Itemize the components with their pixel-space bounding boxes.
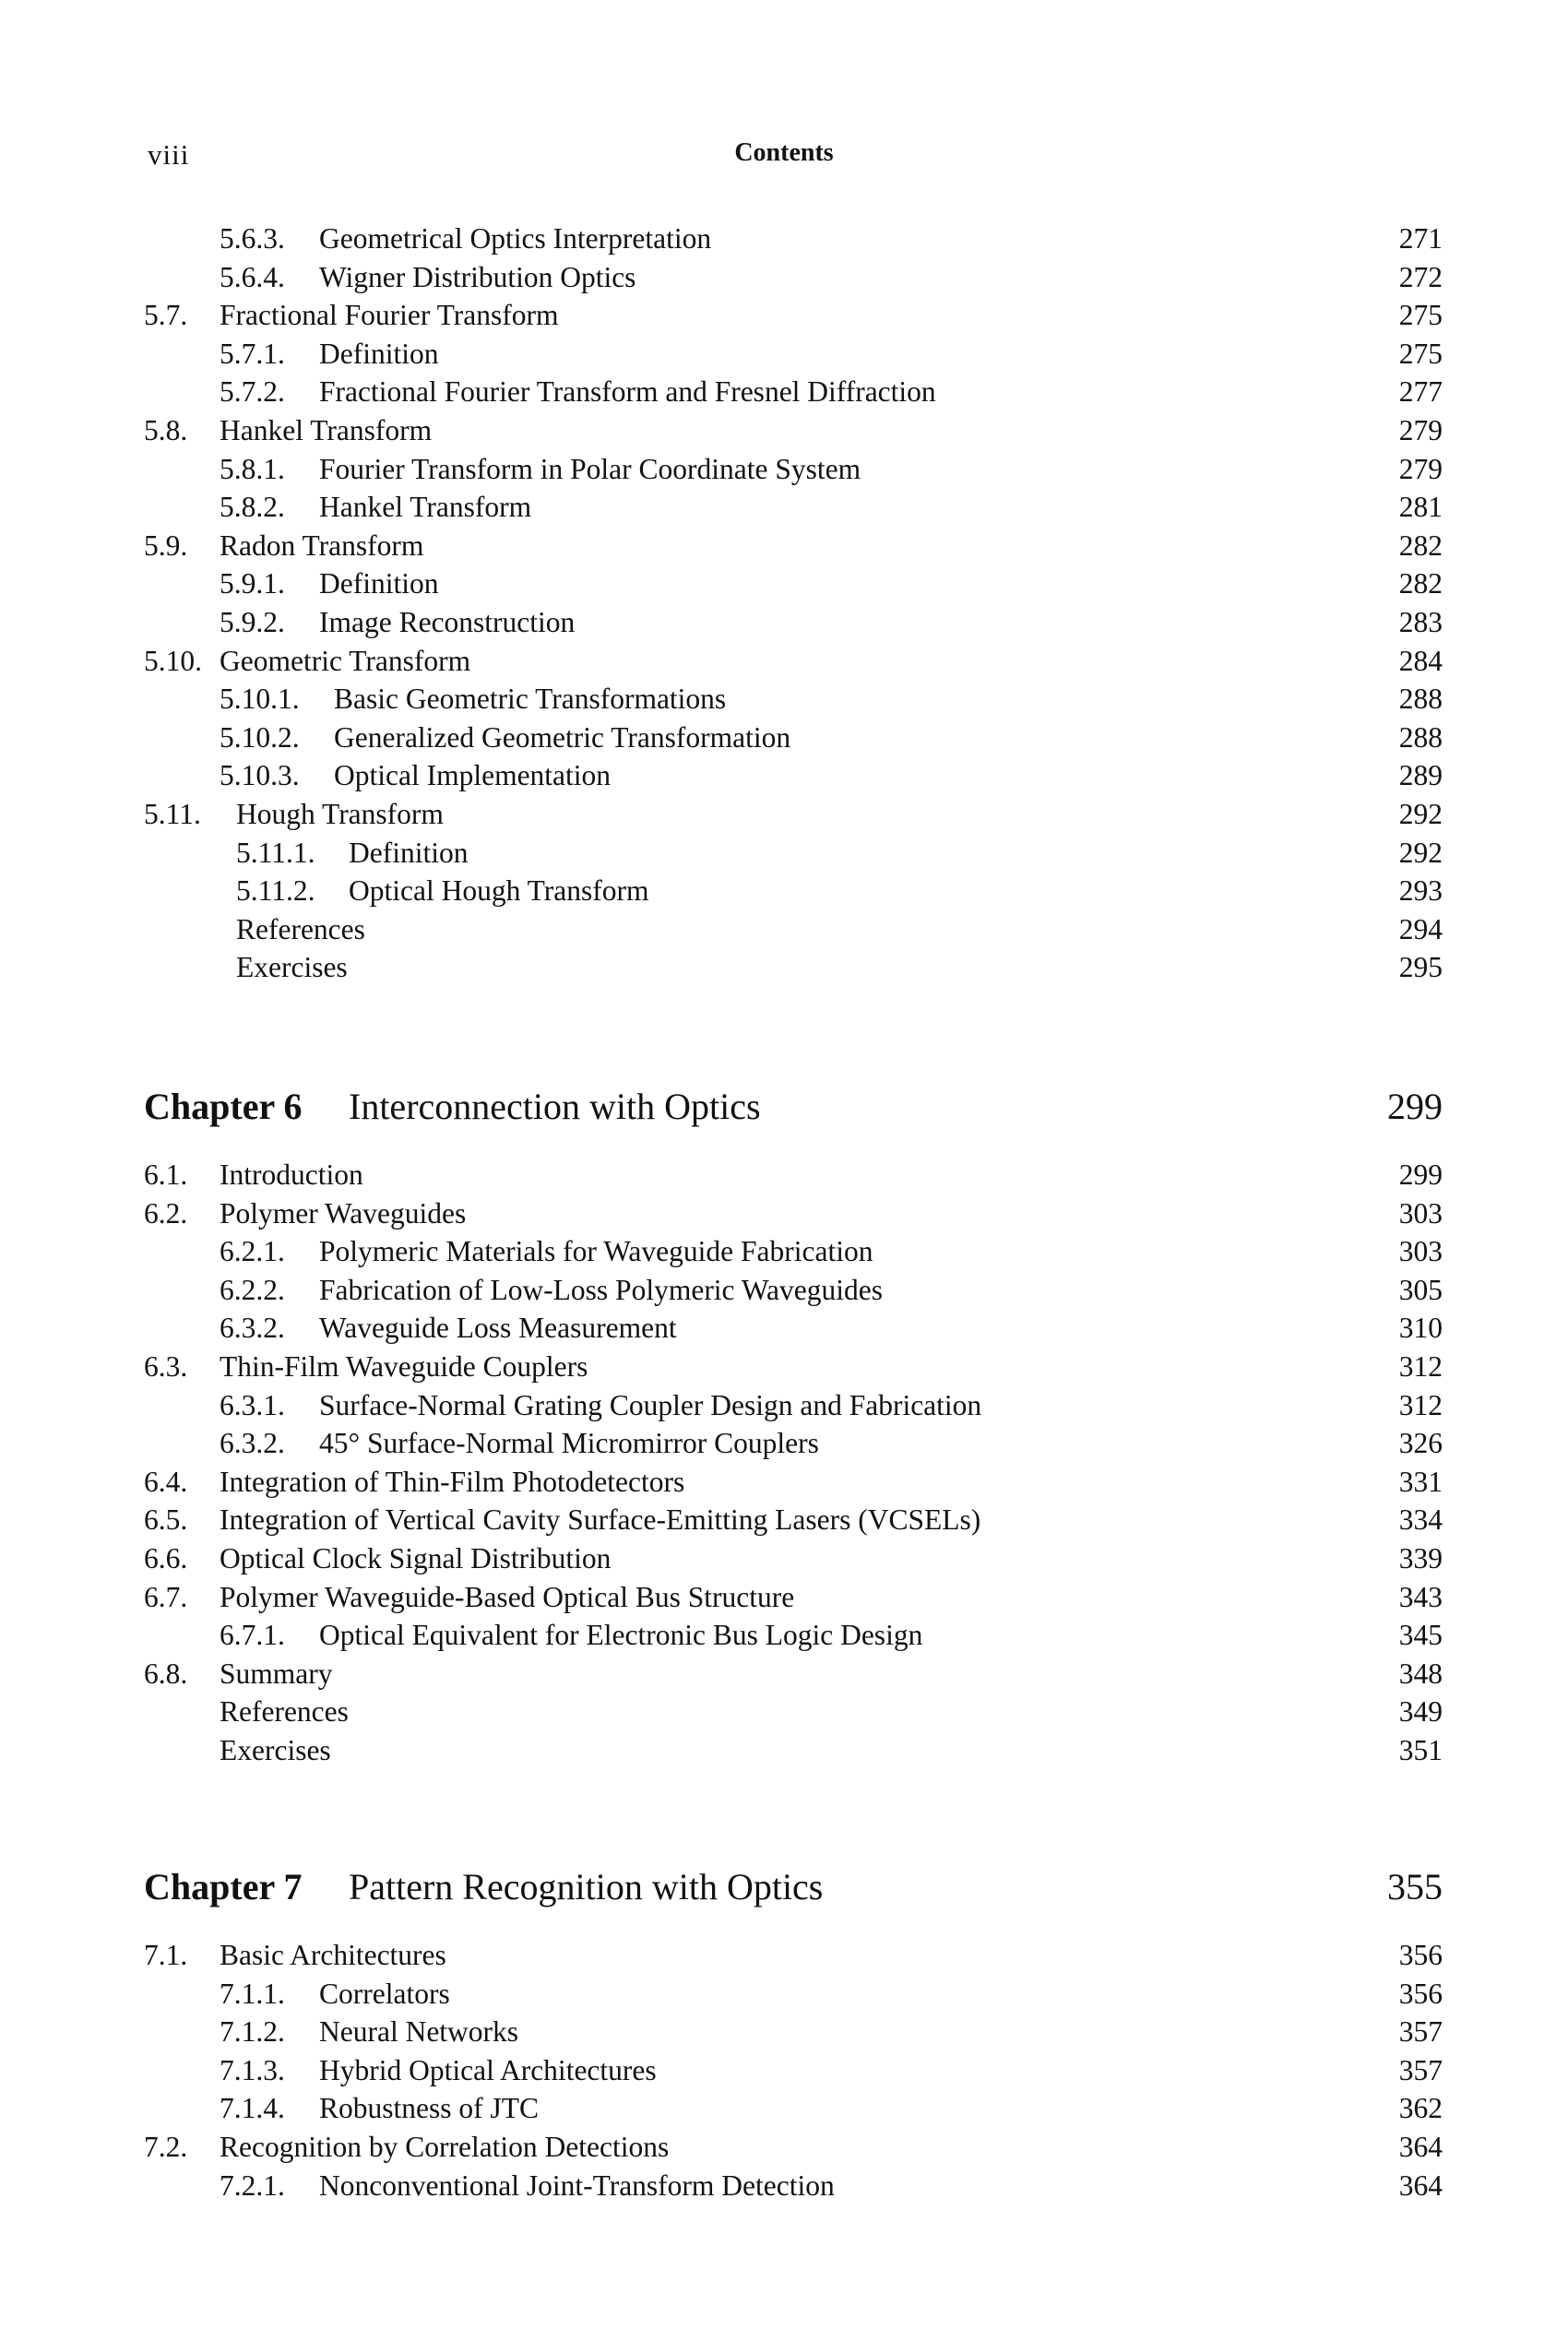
entry-page: 294 — [1398, 912, 1443, 945]
entry-page: 357 — [1398, 2053, 1443, 2086]
entry-page: 362 — [1398, 2092, 1443, 2125]
entry-number: 6.4. — [144, 1465, 188, 1498]
entry-page: 303 — [1398, 1196, 1443, 1230]
page-number: viii — [148, 138, 190, 171]
entry-page: 339 — [1398, 1541, 1443, 1574]
entry-page: 283 — [1398, 605, 1443, 638]
entry-page: 277 — [1398, 375, 1443, 409]
toc-entry[interactable] — [144, 719, 1443, 757]
entry-number: 5.6.4. — [220, 260, 285, 293]
toc-section-chapter7 — [144, 1936, 1443, 2204]
toc-entry[interactable] — [144, 2167, 1443, 2205]
entry-title: Fractional Fourier Transform — [220, 299, 559, 332]
chapter-6-heading[interactable] — [144, 1081, 1443, 1133]
toc-entry[interactable] — [144, 1616, 1443, 1655]
toc-entry[interactable] — [144, 834, 1443, 873]
entry-page: 351 — [1398, 1733, 1443, 1766]
entry-title: 45° Surface-Normal Micromirror Couplers — [319, 1427, 819, 1460]
toc-entry-references[interactable] — [144, 910, 1443, 949]
toc-entry[interactable] — [144, 1386, 1443, 1425]
entry-page: 326 — [1398, 1427, 1443, 1460]
entry-page: 356 — [1398, 1939, 1443, 1971]
entry-number: 6.7.1. — [220, 1619, 285, 1652]
chapter-label: Chapter 7 — [144, 1866, 303, 1907]
toc-entry[interactable] — [144, 1232, 1443, 1271]
toc-entry[interactable] — [144, 2013, 1443, 2051]
toc-entry[interactable] — [144, 680, 1443, 719]
entry-page: 312 — [1398, 1349, 1443, 1383]
entry-title: Polymer Waveguide-Based Optical Bus Structure — [220, 1580, 795, 1613]
toc-entry[interactable] — [144, 1194, 1443, 1233]
toc-entry[interactable] — [144, 258, 1443, 297]
entry-title: Surface-Normal Grating Coupler Design and Fabrication — [319, 1388, 982, 1421]
entry-page: 288 — [1398, 683, 1443, 716]
entry-page: 356 — [1398, 1977, 1443, 2010]
entry-page: 279 — [1398, 452, 1443, 485]
toc-entry[interactable] — [144, 335, 1443, 374]
entry-number: 6.1. — [144, 1159, 188, 1191]
entry-page: 289 — [1398, 759, 1443, 792]
toc-entry[interactable] — [144, 1463, 1443, 1502]
entry-number: 6.6. — [144, 1541, 188, 1574]
entry-page: 299 — [1398, 1159, 1443, 1191]
entry-title: References — [220, 1695, 349, 1729]
toc-entry[interactable] — [144, 296, 1443, 335]
entry-number: 5.10.2. — [220, 720, 300, 754]
entry-number: 6.3.1. — [220, 1388, 285, 1421]
entry-page: 331 — [1398, 1465, 1443, 1498]
entry-page: 334 — [1398, 1503, 1443, 1537]
toc-entry[interactable] — [144, 795, 1443, 834]
toc-entry[interactable] — [144, 527, 1443, 565]
entry-page: 275 — [1398, 299, 1443, 332]
entry-title: Exercises — [220, 1733, 331, 1766]
toc-entry[interactable] — [144, 1936, 1443, 1975]
entry-number: 5.9.2. — [220, 605, 285, 638]
entry-number: 6.2.1. — [220, 1235, 285, 1268]
entry-title: Nonconventional Joint-Transform Detection — [319, 2169, 835, 2202]
entry-number: 5.9.1. — [220, 567, 285, 600]
entry-page: 288 — [1398, 720, 1443, 754]
entry-number: 6.5. — [144, 1503, 188, 1537]
toc-entry[interactable] — [144, 488, 1443, 527]
entry-number: 5.10.3. — [220, 759, 300, 792]
entry-title: Recognition by Correlation Detections — [220, 2130, 670, 2163]
entry-page: 343 — [1398, 1580, 1443, 1613]
toc-entry[interactable] — [144, 1578, 1443, 1617]
entry-number: 6.7. — [144, 1580, 188, 1613]
entry-title: Waveguide Loss Measurement — [319, 1312, 677, 1345]
entry-page: 349 — [1398, 1695, 1443, 1729]
toc-entry[interactable] — [144, 872, 1443, 910]
entry-title: Robustness of JTC — [319, 2092, 540, 2125]
entry-title: Exercises — [236, 951, 348, 984]
entry-title: Hough Transform — [236, 797, 444, 830]
chapter-page: 355 — [1387, 1866, 1443, 1907]
toc-entry[interactable] — [144, 1424, 1443, 1463]
entry-number: 5.8.1. — [220, 452, 285, 485]
toc-entry[interactable] — [144, 1348, 1443, 1386]
entry-title: Wigner Distribution Optics — [319, 260, 636, 293]
entry-number: 5.11.1. — [236, 836, 315, 869]
toc-entry[interactable] — [144, 1539, 1443, 1578]
entry-page: 293 — [1398, 874, 1443, 908]
entry-title: Image Reconstruction — [319, 605, 576, 638]
entry-page: 303 — [1398, 1235, 1443, 1268]
chapter-title: Pattern Recognition with Optics — [349, 1866, 824, 1907]
toc-entry[interactable] — [144, 2051, 1443, 2090]
toc-entry[interactable] — [144, 756, 1443, 795]
entry-number: 5.10. — [144, 644, 202, 677]
entry-title: Radon Transform — [220, 529, 424, 562]
entry-number: 7.2.1. — [220, 2169, 285, 2202]
toc-entry-exercises[interactable] — [144, 1731, 1443, 1770]
entry-page: 364 — [1398, 2130, 1443, 2163]
entry-title: Definition — [319, 337, 439, 370]
entry-page: 271 — [1398, 222, 1443, 255]
entry-title: Optical Implementation — [334, 759, 612, 792]
entry-title: Integration of Thin-Film Photodetectors — [220, 1465, 685, 1498]
entry-title: Thin-Film Waveguide Couplers — [220, 1349, 588, 1383]
entry-page: 282 — [1398, 529, 1443, 562]
entry-title: Polymeric Materials for Waveguide Fabrication — [319, 1235, 873, 1268]
entry-page: 275 — [1398, 337, 1443, 370]
toc-entry[interactable] — [144, 220, 1443, 258]
entry-page: 348 — [1398, 1657, 1443, 1690]
entry-page: 310 — [1398, 1312, 1443, 1345]
entry-number: 6.3.2. — [220, 1427, 285, 1460]
entry-title: Definition — [349, 836, 469, 869]
entry-title: Hybrid Optical Architectures — [319, 2053, 657, 2086]
toc-entry-references[interactable] — [144, 1693, 1443, 1731]
entry-title: References — [236, 912, 365, 945]
entry-title: Optical Clock Signal Distribution — [220, 1541, 612, 1574]
entry-title: Summary — [220, 1657, 333, 1690]
entry-number: 5.11. — [144, 797, 201, 830]
entry-number: 7.1.4. — [220, 2092, 285, 2125]
entry-title: Optical Equivalent for Electronic Bus Logic Design — [319, 1619, 923, 1652]
entry-page: 272 — [1398, 260, 1443, 293]
entry-number: 7.1. — [144, 1939, 188, 1971]
toc-entry[interactable] — [144, 1975, 1443, 2014]
entry-title: Correlators — [319, 1977, 450, 2010]
entry-number: 7.1.2. — [220, 2015, 285, 2049]
toc-entry[interactable] — [144, 411, 1443, 450]
entry-title: Basic Geometric Transformations — [334, 683, 727, 716]
toc-entry[interactable] — [144, 564, 1443, 603]
entry-title: Polymer Waveguides — [220, 1196, 467, 1230]
toc-entry[interactable] — [144, 373, 1443, 411]
entry-number: 7.1.3. — [220, 2053, 285, 2086]
entry-page: 292 — [1398, 836, 1443, 869]
entry-number: 6.8. — [144, 1657, 188, 1690]
entry-title: Hankel Transform — [220, 413, 433, 446]
toc-entry[interactable] — [144, 1655, 1443, 1693]
entry-page: 364 — [1398, 2169, 1443, 2202]
entry-number: 5.6.3. — [220, 222, 285, 255]
entry-number: 6.3.2. — [220, 1312, 285, 1345]
toc-entry[interactable] — [144, 450, 1443, 489]
entry-number: 6.3. — [144, 1349, 188, 1383]
entry-number: 5.8. — [144, 413, 188, 446]
entry-page: 312 — [1398, 1388, 1443, 1421]
entry-page: 357 — [1398, 2015, 1443, 2049]
entry-title: Geometrical Optics Interpretation — [319, 222, 712, 255]
entry-number: 7.2. — [144, 2130, 188, 2163]
entry-number: 5.9. — [144, 529, 188, 562]
toc-entry[interactable] — [144, 642, 1443, 681]
chapter-title: Interconnection with Optics — [349, 1086, 761, 1127]
chapter-label: Chapter 6 — [144, 1086, 303, 1127]
entry-page: 281 — [1398, 491, 1443, 524]
entry-page: 305 — [1398, 1273, 1443, 1306]
chapter-page: 299 — [1387, 1086, 1443, 1127]
entry-page: 282 — [1398, 567, 1443, 600]
entry-number: 6.2.2. — [220, 1273, 285, 1306]
running-head: Contents — [734, 138, 834, 167]
toc-entry[interactable] — [144, 1156, 1443, 1194]
entry-number: 5.10.1. — [220, 683, 300, 716]
entry-title: Optical Hough Transform — [349, 874, 649, 908]
toc-entry-exercises[interactable] — [144, 948, 1443, 987]
entry-number: 5.7.2. — [220, 375, 285, 409]
entry-number: 6.2. — [144, 1196, 188, 1230]
entry-number: 5.7.1. — [220, 337, 285, 370]
entry-title: Hankel Transform — [319, 491, 532, 524]
chapter-7-heading[interactable] — [144, 1861, 1443, 1913]
entry-title: Introduction — [220, 1159, 363, 1191]
entry-page: 284 — [1398, 644, 1443, 677]
entry-page: 279 — [1398, 413, 1443, 446]
entry-title: Generalized Geometric Transformation — [334, 720, 791, 754]
toc-entry[interactable] — [144, 603, 1443, 642]
entry-title: Fractional Fourier Transform and Fresnel Diffraction — [319, 375, 936, 409]
entry-title: Definition — [319, 567, 439, 600]
entry-title: Geometric Transform — [220, 644, 471, 677]
toc-entry[interactable] — [144, 2089, 1443, 2128]
entry-title: Fabrication of Low-Loss Polymeric Waveguides — [319, 1273, 884, 1306]
toc-entry[interactable] — [144, 1309, 1443, 1348]
toc-entry[interactable] — [144, 1271, 1443, 1310]
entry-number: 5.7. — [144, 299, 188, 332]
toc-entry[interactable] — [144, 1501, 1443, 1539]
entry-number: 7.1.1. — [220, 1977, 285, 2010]
toc-entry[interactable] — [144, 2128, 1443, 2167]
toc-section-chapter5-continued — [144, 220, 1443, 987]
entry-page: 292 — [1398, 797, 1443, 830]
entry-title: Integration of Vertical Cavity Surface-Emitting Lasers (VCSELs) — [220, 1503, 981, 1537]
entry-page: 295 — [1398, 951, 1443, 984]
entry-title: Neural Networks — [319, 2015, 519, 2049]
entry-number: 5.8.2. — [220, 491, 285, 524]
entry-page: 345 — [1398, 1619, 1443, 1652]
entry-title: Fourier Transform in Polar Coordinate System — [319, 452, 861, 485]
toc-section-chapter6 — [144, 1156, 1443, 1770]
entry-number: 5.11.2. — [236, 874, 315, 908]
entry-title: Basic Architectures — [220, 1939, 446, 1971]
